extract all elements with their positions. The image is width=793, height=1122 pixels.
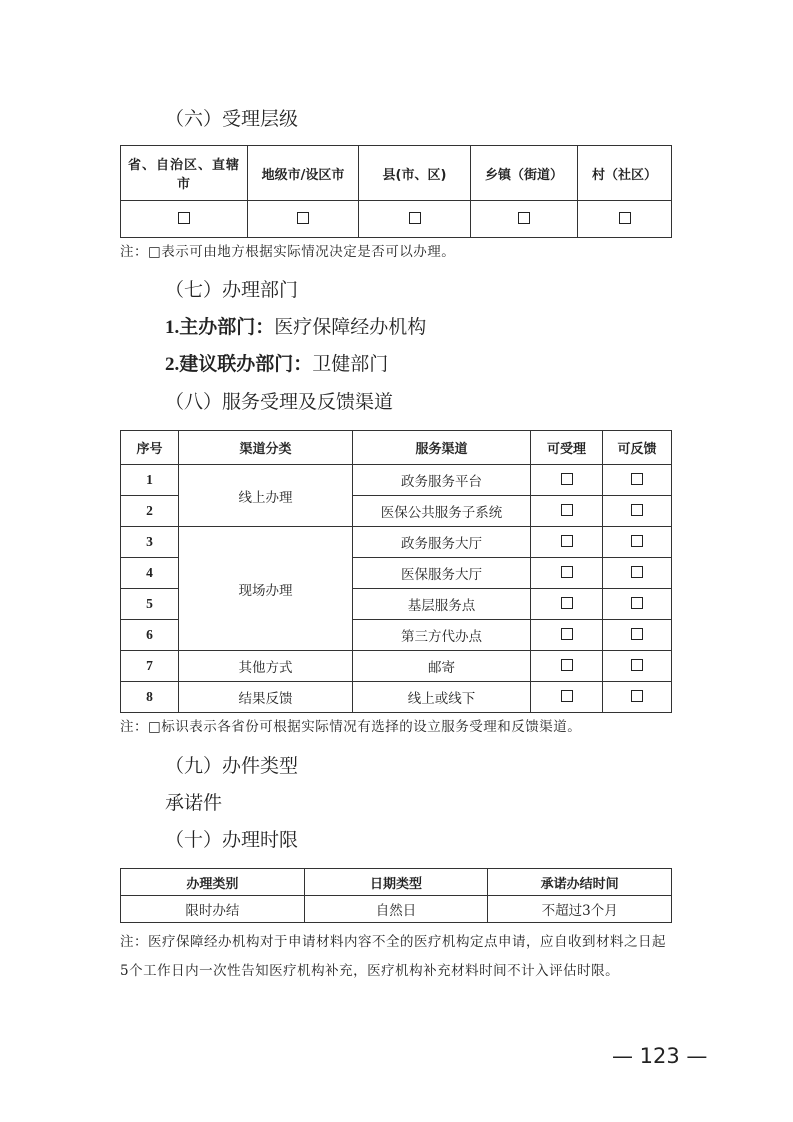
header-accept: 可受理 [531, 431, 603, 465]
row-channel: 线上或线下 [353, 682, 531, 713]
accept-checkbox[interactable] [561, 659, 573, 671]
header-village: 村（社区） [578, 146, 672, 201]
row-channel: 医保公共服务子系统 [353, 496, 531, 527]
accept-checkbox[interactable] [561, 535, 573, 547]
row-category: 结果反馈 [179, 682, 353, 713]
checkbox[interactable] [409, 212, 421, 224]
row-category: 现场办理 [179, 527, 353, 651]
row-number: 8 [121, 682, 179, 713]
checkbox[interactable] [297, 212, 309, 224]
section9-title: （九）办件类型 [165, 755, 299, 777]
header-town: 乡镇（街道） [471, 146, 578, 201]
header-county: 县(市、区) [359, 146, 471, 201]
page-number: — 123 — [612, 1044, 708, 1068]
header-deadline: 承诺办结时间 [488, 869, 672, 896]
header-province: 省、自治区、直辖市 [121, 146, 248, 201]
feedback-checkbox[interactable] [631, 504, 643, 516]
feedback-checkbox[interactable] [631, 535, 643, 547]
header-type: 办理类别 [121, 869, 305, 896]
section10-note: 注：医疗保障经办机构对于申请材料内容不全的医疗机构定点申请，应自收到材料之日起5个工作日内一次性告知医疗机构补充，医疗机构补充材料时间不计入评估时限。 [120, 934, 666, 979]
header-feedback: 可反馈 [603, 431, 672, 465]
row-number: 4 [121, 558, 179, 589]
section10-title: （十）办理时限 [165, 829, 299, 851]
accept-checkbox[interactable] [561, 597, 573, 609]
channel-table [120, 430, 672, 713]
cell-deadline: 不超过3个月 [488, 896, 672, 923]
row-channel: 政务服务大厅 [353, 527, 531, 558]
row-number: 5 [121, 589, 179, 620]
feedback-checkbox[interactable] [631, 659, 643, 671]
section6-note: 注：□表示可由地方根据实际情况决定是否可以办理。 [120, 244, 456, 260]
accept-checkbox[interactable] [561, 473, 573, 485]
header-category: 渠道分类 [179, 431, 353, 465]
cell-type: 限时办结 [121, 896, 305, 923]
main-department-label: 1.主办部门： [165, 317, 275, 338]
row-channel: 政务服务平台 [353, 465, 531, 496]
section8-title: （八）服务受理及反馈渠道 [165, 391, 394, 413]
row-number: 1 [121, 465, 179, 496]
time-limit-table [120, 868, 672, 923]
table-row [121, 682, 672, 713]
case-type: 承诺件 [165, 792, 223, 814]
cell-date-type: 自然日 [304, 896, 488, 923]
row-category: 其他方式 [179, 651, 353, 682]
row-channel: 邮寄 [353, 651, 531, 682]
feedback-checkbox[interactable] [631, 473, 643, 485]
section7-title: （七）办理部门 [165, 279, 299, 301]
row-number: 6 [121, 620, 179, 651]
accept-checkbox[interactable] [561, 690, 573, 702]
checkbox[interactable] [518, 212, 530, 224]
header-city: 地级市/设区市 [248, 146, 359, 201]
row-category: 线上办理 [179, 465, 353, 527]
assist-department-label: 2.建议联办部门： [165, 354, 313, 375]
section6-title: （六）受理层级 [165, 108, 299, 130]
level-table [120, 145, 672, 238]
row-channel: 医保服务大厅 [353, 558, 531, 589]
feedback-checkbox[interactable] [631, 566, 643, 578]
row-channel: 第三方代办点 [353, 620, 531, 651]
checkbox[interactable] [619, 212, 631, 224]
row-number: 7 [121, 651, 179, 682]
table-row [121, 651, 672, 682]
checkbox[interactable] [178, 212, 190, 224]
table-row [121, 465, 672, 496]
header-date-type: 日期类型 [304, 869, 488, 896]
feedback-checkbox[interactable] [631, 628, 643, 640]
row-channel: 基层服务点 [353, 589, 531, 620]
row-number: 2 [121, 496, 179, 527]
table-row [121, 527, 672, 558]
main-department [165, 315, 426, 340]
accept-checkbox[interactable] [561, 628, 573, 640]
row-number: 3 [121, 527, 179, 558]
header-no: 序号 [121, 431, 179, 465]
feedback-checkbox[interactable] [631, 690, 643, 702]
assist-department-value: 卫健部门 [312, 353, 389, 375]
assist-department [165, 352, 388, 377]
accept-checkbox[interactable] [561, 504, 573, 516]
main-department-value: 医疗保障经办机构 [274, 316, 427, 338]
header-channel: 服务渠道 [353, 431, 531, 465]
accept-checkbox[interactable] [561, 566, 573, 578]
section8-note: 注：□标识表示各省份可根据实际情况有选择的设立服务受理和反馈渠道。 [120, 719, 582, 735]
feedback-checkbox[interactable] [631, 597, 643, 609]
